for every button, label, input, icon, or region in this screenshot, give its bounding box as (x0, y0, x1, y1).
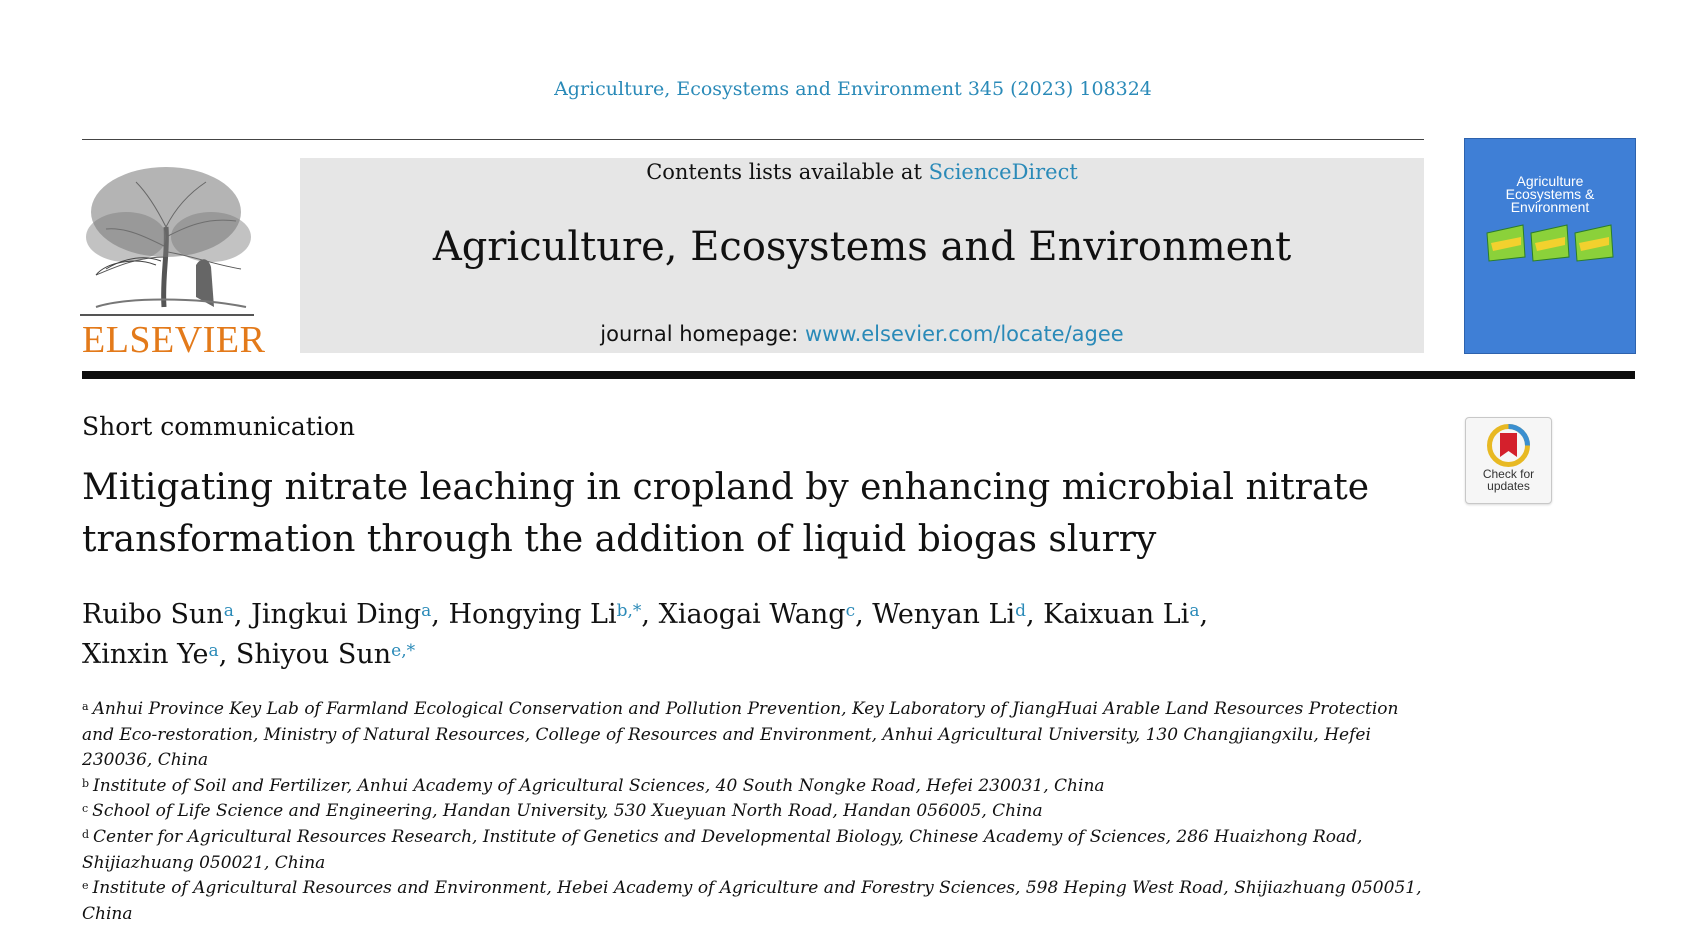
affiliation-label: d (82, 827, 90, 841)
affiliation-label: b (82, 776, 90, 790)
author-separator: , (431, 599, 449, 630)
author-name[interactable]: Shiyou Sun (235, 639, 392, 670)
affiliation-text: Institute of Agricultural Resources and Environment, Hebei Academy of Agriculture and Forestry Sciences, 598 Heping West Road, Shijiazhuang 050051, China (82, 878, 1422, 924)
affiliation-text: Institute of Soil and Fertilizer, Anhui Academy of Agricultural Sciences, 40 South Nongke Road, Hefei 230031, China (93, 775, 1105, 796)
contents-prefix: Contents lists available at (646, 160, 929, 184)
sciencedirect-link[interactable]: ScienceDirect (928, 160, 1078, 184)
author-affiliation-ref[interactable]: a (1189, 601, 1200, 621)
author-separator: , (1025, 599, 1044, 630)
affiliation-text: Anhui Province Key Lab of Farmland Ecological Conservation and Pollution Prevention, Key Laboratory of JiangHuai Arable Land Resources Protection and Eco-restoration, Ministry of Natural Resources, College of Resources and Environment, Anhui Agricultural University, 130 Changjiangxilu, Hefei 230036, China (82, 699, 1399, 771)
affiliation-item (82, 697, 1422, 774)
author-list (82, 595, 1402, 675)
affiliation-label: a (82, 700, 89, 713)
author-affiliation-ref[interactable]: a (208, 641, 219, 661)
author-separator: , (233, 599, 252, 630)
publisher-logo-text: ELSEVIER (82, 319, 266, 361)
header-thick-divider (82, 371, 1635, 379)
author-name[interactable]: Hongying Li (448, 599, 617, 630)
author-name[interactable]: Kaixuan Li (1043, 599, 1190, 630)
author-name[interactable]: Xinxin Ye (82, 639, 209, 670)
journal-homepage-line (300, 322, 1424, 346)
crossmark-label: Check for updates (1482, 467, 1535, 493)
journal-cover[interactable] (1464, 138, 1636, 354)
author-affiliation-ref[interactable]: c (845, 601, 856, 621)
affiliation-label: e (82, 879, 89, 893)
author-separator: , (641, 599, 659, 630)
author-affiliation-ref[interactable]: b,* (616, 601, 642, 621)
affiliation-list (82, 697, 1422, 927)
affiliation-text: Center for Agricultural Resources Research, Institute of Genetics and Developmental Biology, Chinese Academy of Sciences, 286 Huaizhong Road, Shijiazhuang 050021, China (82, 826, 1363, 873)
header-divider (82, 139, 1424, 140)
cover-artwork (1485, 223, 1615, 263)
author-name[interactable]: Ruibo Sun (82, 599, 224, 630)
author-name[interactable]: Xiaogai Wang (658, 599, 846, 630)
affiliation-text: School of Life Science and Engineering, Handan University, 530 Xueyuan North Road, Handan 056005, China (92, 801, 1043, 822)
affiliation-item (82, 799, 1422, 825)
affiliation-item (82, 825, 1422, 876)
author-name[interactable]: Jingkui Ding (251, 599, 422, 630)
article-title: Mitigating nitrate leaching in cropland by enhancing microbial nitrate transformation through the addition of liquid biogas slurry (82, 467, 1370, 560)
affiliation-item (82, 876, 1422, 927)
cover-title-line: Ecosystems & (1505, 186, 1595, 202)
article-type: Short communication (82, 412, 355, 441)
author-affiliation-ref[interactable]: e,* (391, 641, 416, 661)
author-separator: , (855, 599, 873, 630)
journal-title: Agriculture, Ecosystems and Environment (432, 224, 1292, 270)
author-name[interactable]: Wenyan Li (872, 599, 1016, 630)
author-separator: , (1199, 599, 1209, 630)
affiliation-label: c (82, 802, 89, 816)
crossmark-icon (1486, 423, 1531, 468)
cover-title-line: Agriculture (1516, 173, 1584, 189)
affiliation-item (82, 774, 1422, 800)
author-affiliation-ref[interactable]: d (1015, 601, 1026, 621)
cover-title (1465, 175, 1635, 214)
journal-citation[interactable]: Agriculture, Ecosystems and Environment 345 (2023) 108324 (554, 78, 1152, 100)
check-for-updates-button[interactable] (1465, 417, 1552, 504)
homepage-prefix: journal homepage: (600, 322, 805, 346)
contents-line (300, 160, 1424, 184)
author-affiliation-ref[interactable]: a (421, 601, 432, 621)
cover-title-line: Environment (1510, 199, 1590, 215)
author-affiliation-ref[interactable]: a (223, 601, 234, 621)
homepage-link[interactable]: www.elsevier.com/locate/agee (804, 322, 1124, 346)
author-separator: , (218, 639, 236, 670)
